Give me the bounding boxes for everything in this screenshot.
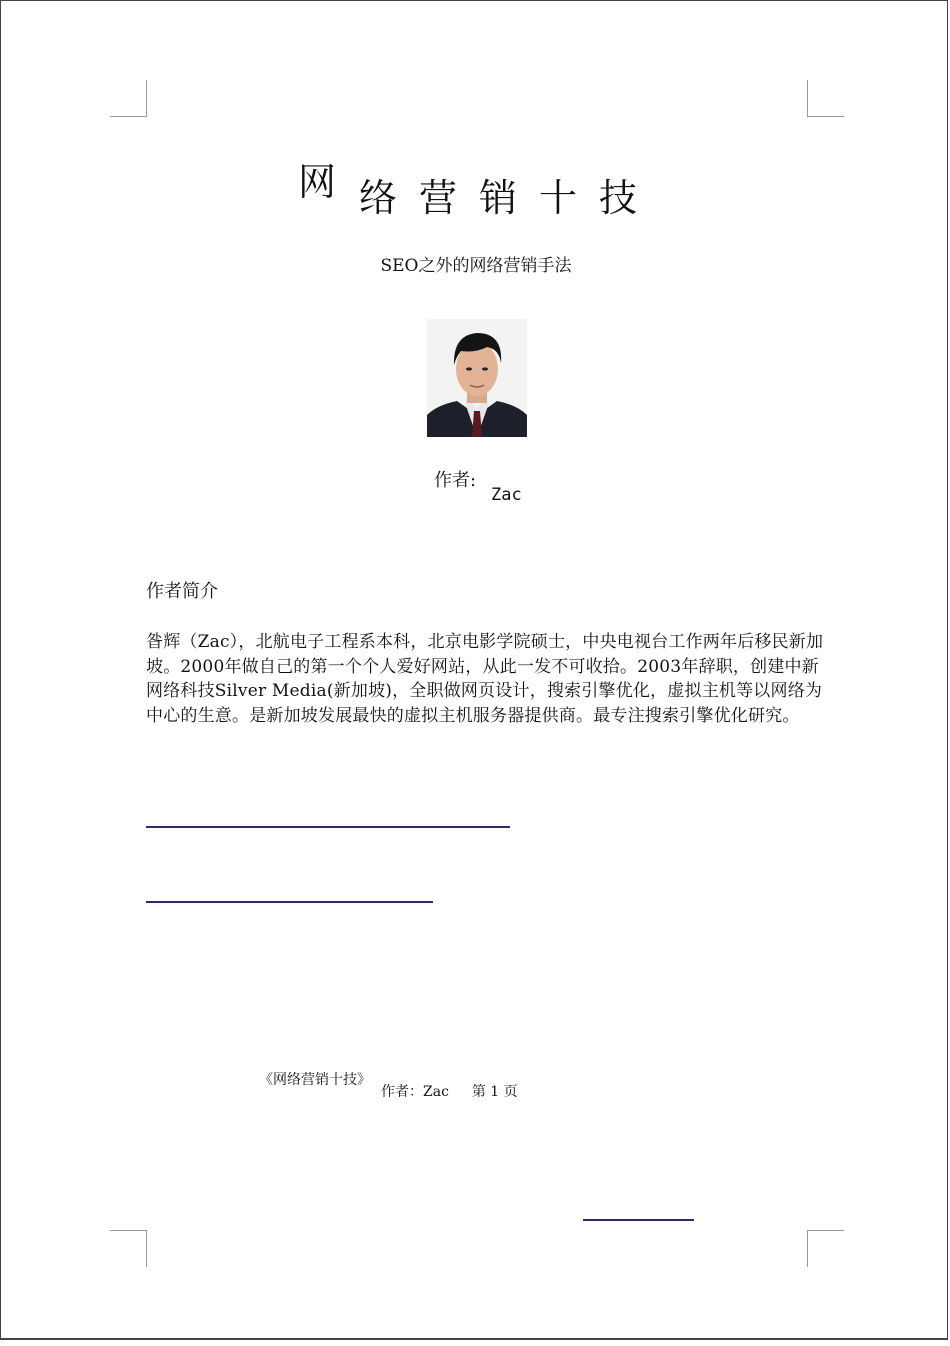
crop-mark-top-left xyxy=(110,80,147,117)
bio-heading: 作者简介 xyxy=(146,581,218,602)
divider-line xyxy=(146,826,510,828)
footer-divider-line xyxy=(583,1219,694,1221)
crop-mark-bottom-left xyxy=(110,1230,147,1267)
crop-mark-bottom-right xyxy=(807,1230,844,1267)
crop-mark-top-right xyxy=(807,80,844,117)
author-label: 作者: xyxy=(434,470,477,491)
bio-paragraph: 昝辉（Zac），北航电子工程系本科，北京电影学院硕士，中央电视台工作两年后移民新加坡。2000年做自己的第一个个人爱好网站，从此一发不可收拾。2003年辞职，创建中新网络科技Silver Media(新加坡)，全职做网页设计，搜索引擎优化，虚拟主机等以网络为中心的生意。是新加坡发展最快的虚拟主机服务器提供商。最专注搜索引擎优化研究。 xyxy=(146,632,824,726)
subtitle: SEO之外的网络营销手法 xyxy=(380,256,572,276)
title-first-char: 网 xyxy=(298,160,337,204)
divider-line xyxy=(146,901,433,903)
author-photo xyxy=(427,319,527,437)
footer-meta: 作者：Zac 第 1 页 xyxy=(381,1084,518,1100)
author-name: Zac xyxy=(491,485,522,505)
footer-book-title: 《网络营销十技》 xyxy=(259,1072,371,1088)
title-rest: 络营销十技 xyxy=(359,176,660,220)
